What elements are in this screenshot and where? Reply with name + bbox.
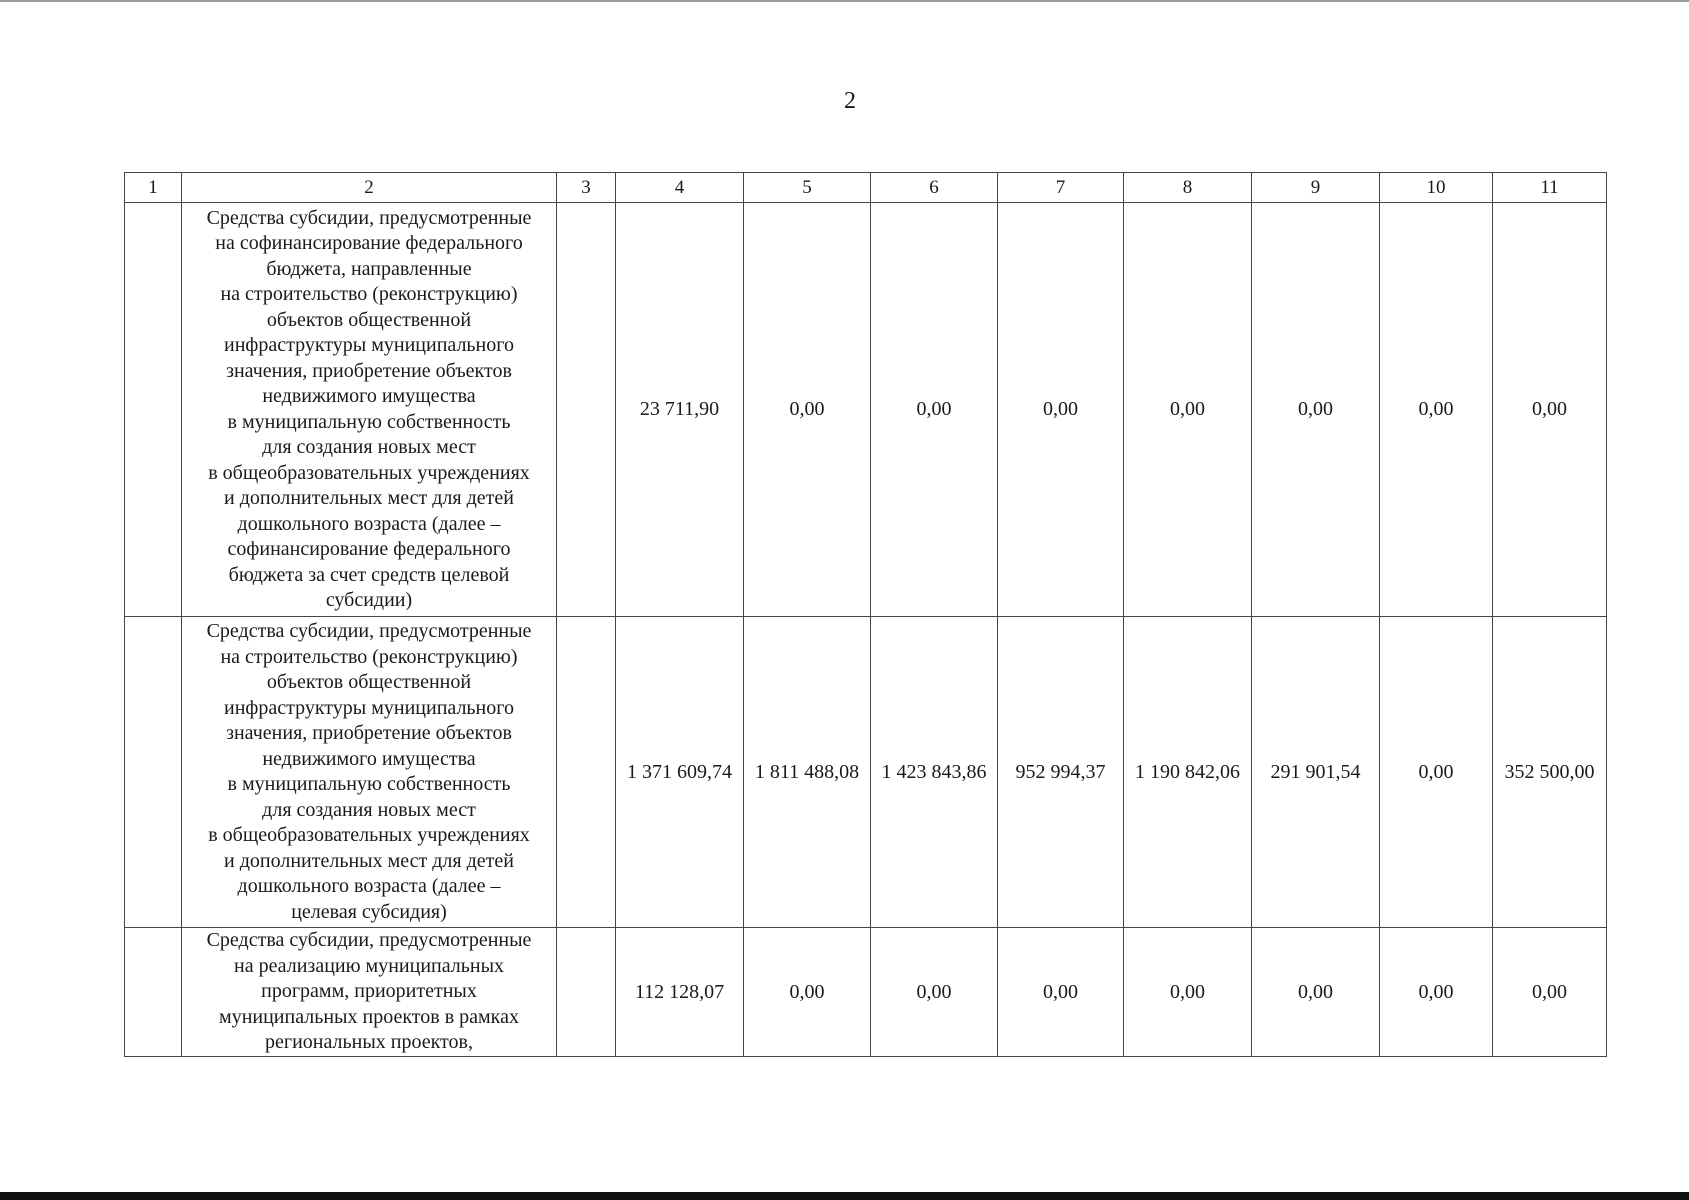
scan-edge-bottom [0, 1192, 1689, 1200]
column-header: 2 [182, 173, 557, 203]
scan-edge-top [0, 0, 1689, 2]
value-cell: 291 901,54 [1252, 617, 1380, 928]
column-header: 4 [616, 173, 744, 203]
column-header: 7 [998, 173, 1124, 203]
value-cell: 0,00 [998, 928, 1124, 1057]
value-cell: 23 711,90 [616, 203, 744, 617]
row-description: Средства субсидии, предусмотренные на строительство (реконструкцию) объектов общественной инфраструктуры муниципального значения, приобретение объектов недвижимого имущества в муниципальную собственность для создания новых мест в общеобразовательных учреждениях и дополнительных мест для детей дошкольного возраста (далее – целевая субсидия) [182, 617, 557, 928]
value-cell: 1 811 488,08 [744, 617, 871, 928]
value-cell: 0,00 [744, 203, 871, 617]
table-row [125, 203, 1607, 617]
code-cell [557, 928, 616, 1057]
value-cell: 1 190 842,06 [1124, 617, 1252, 928]
value-cell: 0,00 [1124, 928, 1252, 1057]
value-cell: 352 500,00 [1493, 617, 1607, 928]
value-cell: 0,00 [1380, 928, 1493, 1057]
page-number: 2 [844, 88, 856, 114]
row-number-cell [125, 617, 182, 928]
row-number-cell [125, 928, 182, 1057]
table-row [125, 617, 1607, 928]
value-cell: 0,00 [871, 928, 998, 1057]
code-cell [557, 617, 616, 928]
column-header: 11 [1493, 173, 1607, 203]
row-description: Средства субсидии, предусмотренные на реализацию муниципальных программ, приоритетных муниципальных проектов в рамках региональных проектов, [182, 928, 557, 1057]
value-cell: 0,00 [871, 203, 998, 617]
code-cell [557, 203, 616, 617]
table-row [125, 928, 1607, 1057]
table-header-row [125, 173, 1607, 203]
value-cell: 0,00 [1380, 617, 1493, 928]
row-number-cell [125, 203, 182, 617]
value-cell: 0,00 [1252, 203, 1380, 617]
value-cell: 112 128,07 [616, 928, 744, 1057]
column-header: 9 [1252, 173, 1380, 203]
column-header: 3 [557, 173, 616, 203]
value-cell: 0,00 [1252, 928, 1380, 1057]
value-cell: 0,00 [1124, 203, 1252, 617]
column-header: 8 [1124, 173, 1252, 203]
value-cell: 0,00 [1493, 203, 1607, 617]
budget-table [124, 172, 1607, 1057]
column-header: 6 [871, 173, 998, 203]
column-header: 5 [744, 173, 871, 203]
value-cell: 0,00 [1493, 928, 1607, 1057]
row-description: Средства субсидии, предусмотренные на софинансирование федерального бюджета, направленные на строительство (реконструкцию) объектов общественной инфраструктуры муниципального значения, приобретение объектов недвижимого имущества в муниципальную собственность для создания новых мест в общеобразовательных учреждениях и дополнительных мест для детей дошкольного возраста (далее – софинансирование федерального бюджета за счет средств целевой субсидии) [182, 203, 557, 617]
value-cell: 0,00 [1380, 203, 1493, 617]
column-header: 1 [125, 173, 182, 203]
value-cell: 1 371 609,74 [616, 617, 744, 928]
value-cell: 0,00 [744, 928, 871, 1057]
value-cell: 0,00 [998, 203, 1124, 617]
column-header: 10 [1380, 173, 1493, 203]
value-cell: 1 423 843,86 [871, 617, 998, 928]
value-cell: 952 994,37 [998, 617, 1124, 928]
